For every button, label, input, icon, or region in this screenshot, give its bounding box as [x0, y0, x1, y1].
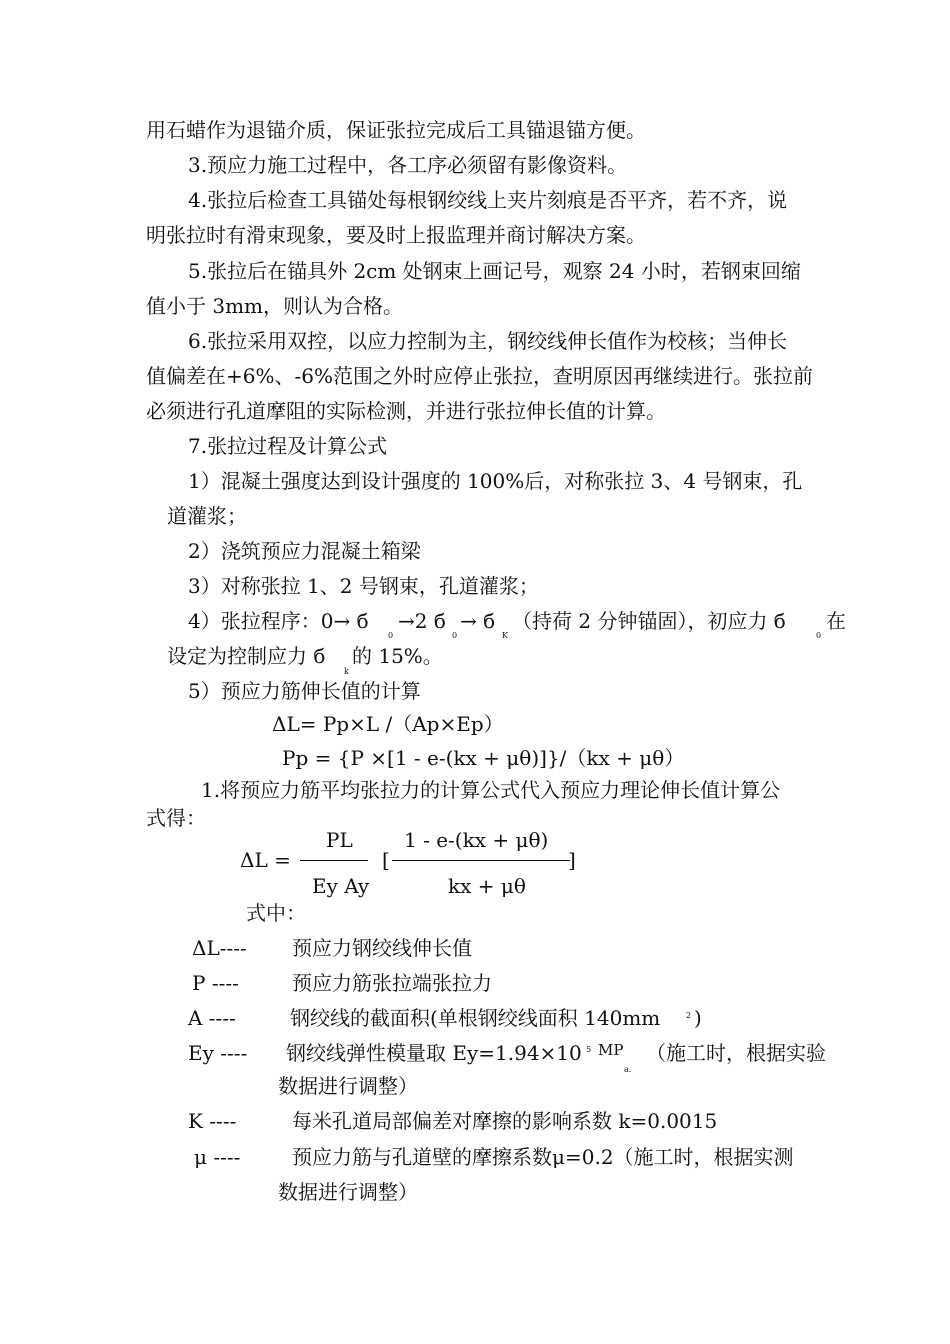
- formula-elongation: ΔL= Pp×L /（Ap×Ep）: [272, 712, 504, 736]
- fraction-bar: [300, 860, 368, 861]
- definition-symbol: A ----: [188, 1006, 236, 1030]
- subscript: 0: [388, 631, 394, 640]
- step-line: 设定为控制应力 б: [167, 644, 326, 668]
- fraction-denominator: kx + μθ: [448, 874, 526, 898]
- step-line: 4）张拉程序：0→ б: [188, 609, 369, 633]
- text-line: 值小于 3mm，则认为合格。: [146, 294, 404, 318]
- text-line: 用石蜡作为退锚介质，保证张拉完成后工具锚退锚方便。: [146, 118, 646, 142]
- subscript: 0: [452, 631, 458, 640]
- fraction-numerator: 1 - e-(kx + μθ): [404, 828, 549, 852]
- step-line: （持荷 2 分钟锚固），初应力 б: [512, 609, 786, 633]
- text-line: 式中：: [246, 901, 306, 925]
- step-line: 在: [826, 609, 846, 633]
- fraction-bar: [392, 860, 570, 861]
- text-line: 必须进行孔道摩阻的实际检测，并进行张拉伸长值的计算。: [146, 399, 666, 423]
- subscript: K: [502, 631, 508, 640]
- definition-text: 每米孔道局部偏差对摩擦的影响系数 k=0.0015: [292, 1109, 718, 1133]
- superscript: 2: [686, 1011, 692, 1020]
- formula-average-force: Pp = {P ×[1 - e-(kx + μθ)]}/（kx + μθ）: [282, 746, 685, 770]
- fraction-denominator: Ey Ay: [312, 874, 370, 898]
- step-line: 1）混凝土强度达到设计强度的 100%后，对称张拉 3、4 号钢束，孔: [188, 469, 803, 493]
- definition-symbol: K ----: [188, 1109, 237, 1133]
- step-line: 的 15%。: [352, 644, 443, 668]
- step-line: 道灌浆；: [167, 504, 247, 528]
- bracket-left: [: [382, 848, 390, 872]
- superscript: 5: [586, 1045, 592, 1054]
- text-line: 式得：: [146, 806, 206, 830]
- definition-text: ): [694, 1006, 702, 1030]
- definition-symbol: P ----: [192, 971, 239, 995]
- definition-symbol: μ ----: [194, 1145, 241, 1169]
- text-line: 值偏差在+6%、-6%范围之外时应停止张拉，查明原因再继续进行。张拉前: [146, 364, 813, 388]
- definition-text: 数据进行调整）: [278, 1180, 418, 1204]
- definition-text: 预应力钢绞线伸长值: [292, 936, 472, 960]
- text-line: 4.张拉后检查工具锚处每根钢绞线上夹片刻痕是否平齐，若不齐，说: [188, 188, 788, 212]
- step-line: 3）对称张拉 1、2 号钢束，孔道灌浆；: [188, 574, 539, 598]
- section-heading: 7.张拉过程及计算公式: [188, 434, 388, 458]
- definition-text: （施工时，根据实验: [646, 1041, 826, 1065]
- definition-text: 钢绞线弹性模量取 Ey=1.94×10: [286, 1041, 582, 1065]
- formula-lhs: ΔL =: [240, 848, 291, 872]
- step-line: 2）浇筑预应力混凝土箱梁: [188, 539, 421, 563]
- definition-text: 数据进行调整）: [278, 1074, 418, 1098]
- bracket-right: ]: [568, 848, 576, 872]
- text-line: 1.将预应力筋平均张拉力的计算公式代入预应力理论伸长值计算公: [201, 778, 781, 802]
- step-line: →2 б: [398, 609, 446, 633]
- step-line: → б: [460, 609, 496, 633]
- subscript: k: [344, 667, 349, 676]
- subscript: 0: [816, 631, 822, 640]
- definition-text: 钢绞线的截面积(单根钢绞线面积 140mm: [290, 1006, 661, 1030]
- text-line: 5.张拉后在锚具外 2cm 处钢束上画记号，观察 24 小时，若钢束回缩: [188, 259, 801, 283]
- definition-symbol: ΔL----: [192, 936, 247, 960]
- text-line: 明张拉时有滑束现象，要及时上报监理并商讨解决方案。: [146, 223, 646, 247]
- definition-text: 预应力筋与孔道壁的摩擦系数μ=0.2（施工时，根据实测: [292, 1145, 794, 1169]
- definition-symbol: Ey ----: [188, 1041, 248, 1065]
- text-line: 3.预应力施工过程中，各工序必须留有影像资料。: [188, 153, 628, 177]
- definition-unit: MP: [598, 1041, 624, 1059]
- text-line: 6.张拉采用双控，以应力控制为主，钢绞线伸长值作为校核；当伸长: [188, 329, 788, 353]
- subscript: a.: [624, 1065, 632, 1074]
- definition-text: 预应力筋张拉端张拉力: [292, 971, 492, 995]
- fraction-numerator: PL: [326, 828, 353, 852]
- step-line: 5）预应力筋伸长值的计算: [188, 679, 421, 703]
